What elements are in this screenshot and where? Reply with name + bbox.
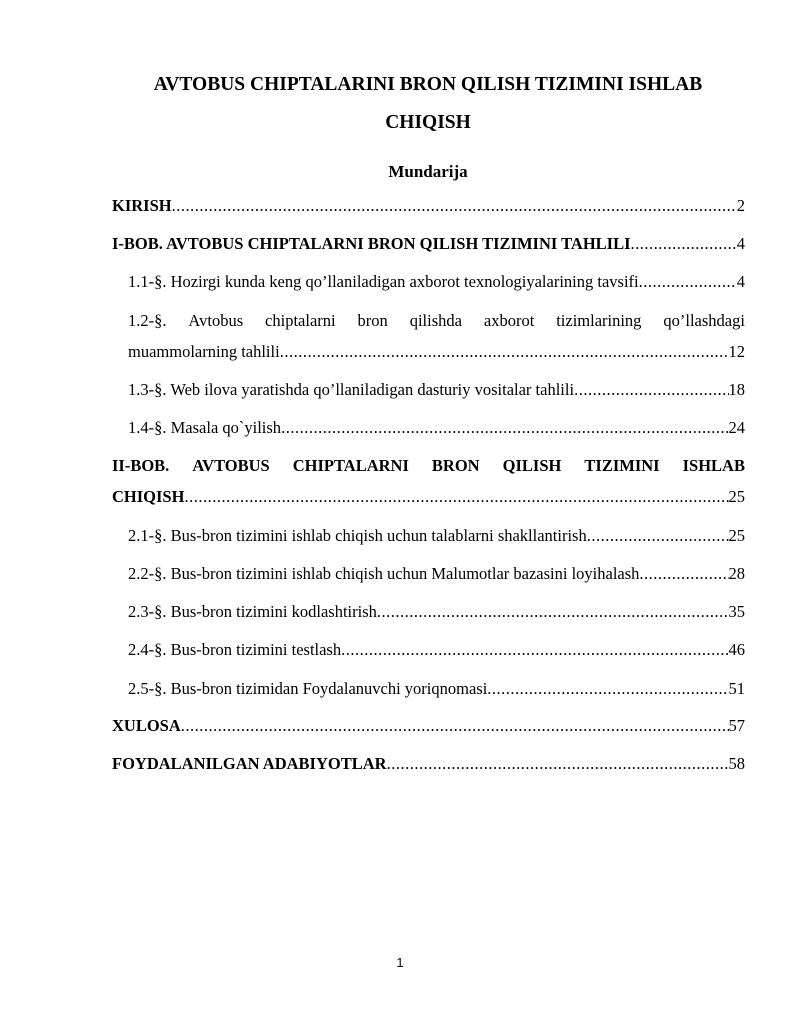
toc-word: axborot	[483, 311, 535, 330]
toc-word: BRON	[431, 456, 480, 475]
toc-label: 2.4-§. Bus-bron tizimini testlash	[128, 640, 342, 659]
toc-label: 2.5-§. Bus-bron tizimidan Foydalanuvchi yoriqnomasi	[128, 679, 488, 698]
toc-word: AVTOBUS	[192, 456, 270, 475]
toc-page-number: 12	[728, 342, 745, 361]
toc-page-number: 28	[728, 564, 745, 583]
toc-page-number: 58	[728, 754, 745, 773]
toc-entry-references[interactable]	[112, 754, 745, 774]
toc-leader-dots	[281, 418, 728, 438]
contents-heading: Mundarija	[388, 162, 468, 181]
toc-page-number: 35	[728, 602, 745, 621]
toc-entry-xulosa[interactable]	[112, 716, 745, 736]
toc-leader-dots	[639, 564, 728, 584]
toc-entry-chapter-2-line-1[interactable]	[112, 456, 745, 476]
toc-entry-section-2-4[interactable]	[128, 640, 745, 660]
toc-page-number: 4	[736, 234, 745, 253]
toc-label: XULOSA	[112, 716, 181, 735]
toc-leader-dots	[587, 526, 729, 546]
toc-leader-dots	[280, 342, 729, 362]
toc-label: CHIQISH	[112, 487, 185, 506]
toc-entry-section-2-1[interactable]	[128, 526, 745, 546]
toc-entry-chapter-2-line-2[interactable]	[112, 487, 745, 507]
toc-page-number: 57	[728, 716, 745, 735]
toc-label: 1.1-§. Hozirgi kunda keng qo’llaniladigan axborot texnologiyalarining tavsifi	[128, 272, 639, 291]
toc-word: CHIPTALARNI	[292, 456, 409, 475]
toc-word: QILISH	[502, 456, 562, 475]
toc-leader-dots	[184, 487, 728, 507]
toc-entry-section-1-2-line-1[interactable]	[128, 311, 745, 331]
toc-page-number: 18	[728, 380, 745, 399]
toc-page-number: 2	[736, 196, 745, 215]
toc-word: TIZIMINI	[584, 456, 660, 475]
toc-page-number: 25	[728, 487, 745, 506]
toc-label: KIRISH	[112, 196, 172, 215]
toc-entry-chapter-1[interactable]	[112, 234, 745, 254]
toc-label: 1.4-§. Masala qo`yilish	[128, 418, 282, 437]
toc-leader-dots	[387, 754, 729, 774]
toc-word: chiptalarni	[265, 311, 336, 330]
toc-entry-section-1-4[interactable]	[128, 418, 745, 438]
toc-entry-section-1-1[interactable]	[128, 272, 745, 292]
page-number: 1	[396, 955, 404, 970]
toc-label: 2.3-§. Bus-bron tizimini kodlashtirish	[128, 602, 377, 621]
toc-word: qo’llashdagi	[663, 311, 745, 330]
toc-label: I-BOB. AVTOBUS CHIPTALARNI BRON QILISH TIZIMINI TAHLILI	[112, 234, 631, 253]
toc-word: qilishda	[409, 311, 462, 330]
toc-entry-section-1-2-line-2[interactable]	[128, 342, 745, 362]
toc-entry-section-2-2[interactable]	[128, 564, 745, 584]
toc-page-number: 51	[728, 679, 745, 698]
toc-word: ISHLAB	[682, 456, 745, 475]
toc-leader-dots	[574, 380, 728, 400]
document-title-line-1: AVTOBUS CHIPTALARINI BRON QILISH TIZIMINI ISHLAB	[153, 74, 703, 95]
toc-label: FOYDALANILGAN ADABIYOTLAR	[112, 754, 387, 773]
toc-label: 2.1-§. Bus-bron tizimini ishlab chiqish uchun talablarni shakllantirish	[128, 526, 587, 545]
toc-word: tizimlarining	[556, 311, 642, 330]
toc-page-number: 46	[728, 640, 745, 659]
toc-word: II-BOB.	[112, 456, 170, 475]
toc-leader-dots	[487, 679, 728, 699]
toc-entry-section-1-3[interactable]	[128, 380, 745, 400]
toc-label: 1.3-§. Web ilova yaratishda qo’llaniladigan dasturiy vositalar tahlili	[128, 380, 575, 399]
toc-leader-dots	[377, 602, 729, 622]
toc-label: muammolarning tahlili	[128, 342, 280, 361]
toc-page-number: 25	[728, 526, 745, 545]
toc-label: 2.2-§. Bus-bron tizimini ishlab chiqish uchun Malumotlar bazasini loyihalash	[128, 564, 640, 583]
toc-leader-dots	[639, 272, 737, 292]
document-title-line-2: CHIQISH	[385, 112, 471, 133]
toc-leader-dots	[181, 716, 729, 736]
toc-word: bron	[357, 311, 388, 330]
toc-leader-dots	[172, 196, 737, 216]
toc-word: 1.2-§.	[128, 311, 167, 330]
toc-page-number: 4	[736, 272, 745, 291]
toc-entry-kirish[interactable]	[112, 196, 745, 216]
toc-leader-dots	[631, 234, 737, 254]
toc-leader-dots	[341, 640, 728, 660]
toc-entry-section-2-3[interactable]	[128, 602, 745, 622]
toc-entry-section-2-5[interactable]	[128, 679, 745, 699]
toc-page-number: 24	[728, 418, 745, 437]
toc-word: Avtobus	[188, 311, 244, 330]
